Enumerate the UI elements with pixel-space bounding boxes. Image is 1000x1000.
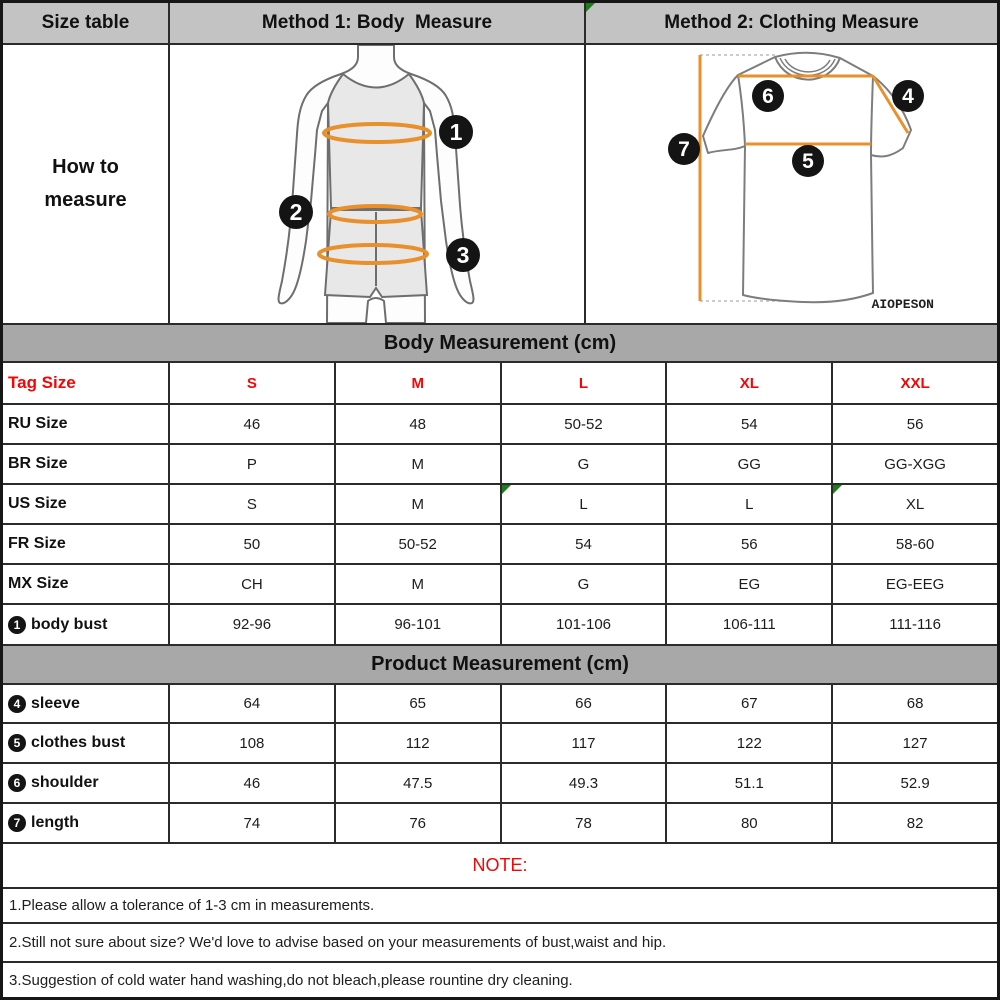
size-cell: G <box>502 445 666 483</box>
marker-3-icon <box>446 238 480 272</box>
size-col-l: L <box>502 363 666 403</box>
table-row-fr <box>3 525 997 563</box>
brand-text: AIOPESON <box>871 297 934 312</box>
size-col-m: M <box>336 363 500 403</box>
shirt-figure-cell <box>586 45 997 323</box>
size-cell: L <box>502 485 666 523</box>
size-cell: 48 <box>336 405 500 443</box>
tshirt-outline <box>703 53 911 303</box>
size-cell: 106-111 <box>667 605 831 644</box>
marker-2-icon <box>279 195 313 229</box>
body-section-bar-row <box>3 325 997 361</box>
svg-text:6: 6 <box>762 85 774 108</box>
size-cell: 108 <box>170 724 334 762</box>
row-label: RU Size <box>3 405 168 443</box>
table-row-br <box>3 445 997 483</box>
size-cell: 49.3 <box>502 764 666 802</box>
size-cell: GG-XGG <box>833 445 997 483</box>
note-row-1 <box>3 889 997 922</box>
header-size-table: Size table <box>3 3 168 43</box>
size-cell: P <box>170 445 334 483</box>
row-label: 1 body bust <box>3 605 168 644</box>
size-cell: 56 <box>833 405 997 443</box>
size-cell: 65 <box>336 685 500 722</box>
circled-6-icon: 6 <box>8 774 26 792</box>
svg-text:2: 2 <box>289 199 303 225</box>
size-cell: G <box>502 565 666 603</box>
marker-6-icon <box>752 80 784 112</box>
size-cell: 76 <box>336 804 500 842</box>
circled-1-icon: 1 <box>8 616 26 634</box>
excel-green-triangle-icon <box>586 3 595 12</box>
size-cell: 112 <box>336 724 500 762</box>
tag-size-label: Tag Size <box>3 363 168 403</box>
size-col-xxl: XXL <box>833 363 997 403</box>
note-row-2 <box>3 924 997 961</box>
size-cell: XL <box>833 485 997 523</box>
size-cell: GG <box>667 445 831 483</box>
size-col-xl: XL <box>667 363 831 403</box>
row-label: 7 length <box>3 804 168 842</box>
circled-5-icon: 5 <box>8 734 26 752</box>
table-row-us <box>3 485 997 523</box>
size-cell: 54 <box>502 525 666 563</box>
product-section-title: Product Measurement (cm) <box>3 646 997 683</box>
size-cell: 52.9 <box>833 764 997 802</box>
size-cell: 67 <box>667 685 831 722</box>
table-row-body-bust <box>3 605 997 644</box>
size-cell: 92-96 <box>170 605 334 644</box>
size-cell: 66 <box>502 685 666 722</box>
size-cell: CH <box>170 565 334 603</box>
size-cell: 51.1 <box>667 764 831 802</box>
table-row-sleeve <box>3 685 997 722</box>
size-cell: 82 <box>833 804 997 842</box>
size-cell: 58-60 <box>833 525 997 563</box>
size-col-s: S <box>170 363 334 403</box>
note-row-3 <box>3 963 997 997</box>
table-row-mx <box>3 565 997 603</box>
size-cell: L <box>667 485 831 523</box>
size-cell: 122 <box>667 724 831 762</box>
illustration-row <box>3 45 997 323</box>
size-cell: 47.5 <box>336 764 500 802</box>
note-item: 1.Please allow a tolerance of 1-3 cm in measurements. <box>3 889 997 922</box>
tshirt-figure-svg <box>586 45 997 323</box>
svg-text:4: 4 <box>902 85 914 108</box>
marker-7-icon <box>668 133 700 165</box>
svg-text:7: 7 <box>678 138 690 161</box>
note-title: NOTE: <box>3 844 997 887</box>
svg-text:5: 5 <box>802 150 814 173</box>
marker-4-icon <box>892 80 924 112</box>
size-cell: 56 <box>667 525 831 563</box>
row-label: FR Size <box>3 525 168 563</box>
header-method1: Method 1: Body Measure <box>170 3 584 43</box>
note-item: 3.Suggestion of cold water hand washing,do not bleach,please rountine dry cleaning. <box>3 963 997 997</box>
excel-green-triangle-icon <box>833 485 842 494</box>
row-label: MX Size <box>3 565 168 603</box>
size-cell: 80 <box>667 804 831 842</box>
size-cell: 46 <box>170 405 334 443</box>
circled-4-icon: 4 <box>8 695 26 713</box>
size-cell: 54 <box>667 405 831 443</box>
body-section-title: Body Measurement (cm) <box>3 325 997 361</box>
row-label: 4 sleeve <box>3 685 168 722</box>
marker-5-icon <box>792 145 824 177</box>
size-cell: 117 <box>502 724 666 762</box>
svg-text:1: 1 <box>449 119 463 145</box>
size-cell: 111-116 <box>833 605 997 644</box>
header-method2: Method 2: Clothing Measure <box>586 3 997 43</box>
size-cell: 96-101 <box>336 605 500 644</box>
size-cell: EG-EEG <box>833 565 997 603</box>
size-cell: 50-52 <box>502 405 666 443</box>
marker-1-icon <box>439 115 473 149</box>
top-header-row <box>3 3 997 43</box>
note-item: 2.Still not sure about size? We'd love to advise based on your measurements of bust,waist and hip. <box>3 924 997 961</box>
how-to-line2: measure <box>44 189 127 211</box>
note-title-row <box>3 844 997 887</box>
product-section-bar-row <box>3 646 997 683</box>
row-label: BR Size <box>3 445 168 483</box>
circled-7-icon: 7 <box>8 814 26 832</box>
size-cell: S <box>170 485 334 523</box>
row-label: 6 shoulder <box>3 764 168 802</box>
how-to-measure-cell <box>3 45 168 323</box>
table-row-length <box>3 804 997 842</box>
row-label: 5 clothes bust <box>3 724 168 762</box>
body-figure-svg <box>170 45 584 323</box>
how-to-line1: How to <box>52 156 119 178</box>
table-row-clothes-bust <box>3 724 997 762</box>
svg-text:3: 3 <box>456 242 470 268</box>
row-label: US Size <box>3 485 168 523</box>
table-row-ru <box>3 405 997 443</box>
tag-size-row <box>3 363 997 403</box>
body-figure-cell <box>170 45 584 323</box>
size-cell: 74 <box>170 804 334 842</box>
size-cell: M <box>336 445 500 483</box>
size-cell: 68 <box>833 685 997 722</box>
size-cell: 50 <box>170 525 334 563</box>
size-cell: 50-52 <box>336 525 500 563</box>
size-cell: 78 <box>502 804 666 842</box>
size-cell: 101-106 <box>502 605 666 644</box>
size-cell: M <box>336 565 500 603</box>
size-cell: EG <box>667 565 831 603</box>
excel-green-triangle-icon <box>502 485 511 494</box>
size-cell: 46 <box>170 764 334 802</box>
size-cell: M <box>336 485 500 523</box>
table-row-shoulder <box>3 764 997 802</box>
size-cell: 127 <box>833 724 997 762</box>
size-cell: 64 <box>170 685 334 722</box>
